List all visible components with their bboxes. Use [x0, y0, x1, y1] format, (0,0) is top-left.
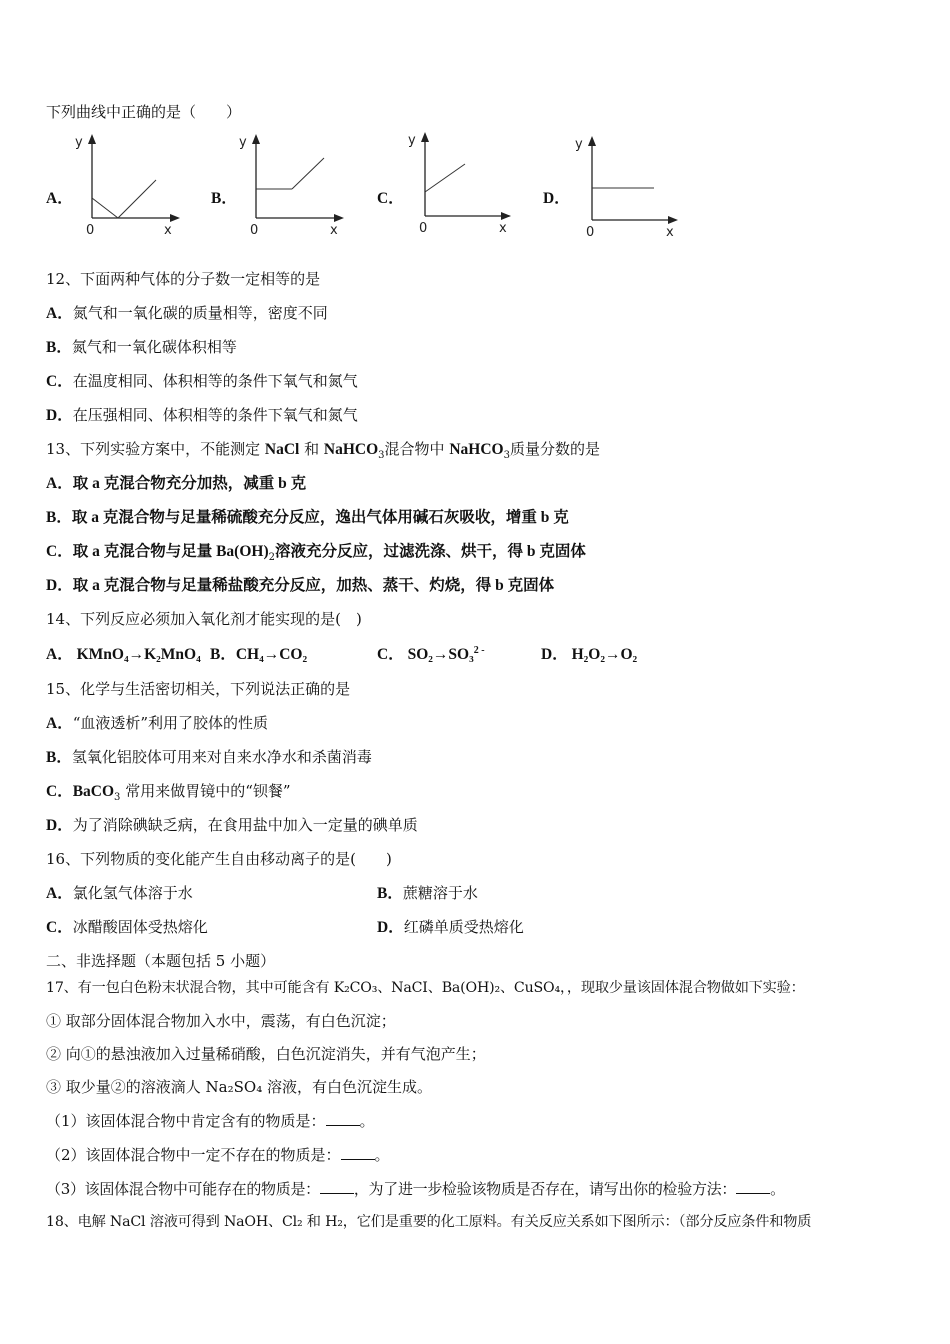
graph-a — [70, 130, 185, 240]
q13-option-d: D．取 a 克混合物与足量稀盐酸充分反应，加热、蒸干、灼烧，得 b 克固体 — [46, 577, 555, 594]
q14-option-d: D． H₂O₂→O₂ — [541, 646, 638, 663]
q17-stem: 17、有一包白色粉末状混合物，其中可能含有 K₂CO₃、NaCI、Ba(OH)₂、CuSO₄，，现取少量该固体混合物做如下实验： — [46, 980, 805, 996]
q15-option-d: D．为了消除碘缺乏病，在食用盐中加入一定量的碘单质 — [46, 816, 418, 834]
q11-option-d-label: D． — [543, 190, 570, 207]
q17-step-1: ① 取部分固体混合物加入水中，震荡，有白色沉淀； — [46, 1012, 396, 1030]
q17-part-3: （3）该固体混合物中可能存在的物质是： ，为了进一步检验该物质是否存在，请写出你的检验方法： 。 — [46, 1180, 785, 1198]
q11-option-b-label: B． — [211, 190, 237, 207]
q12-option-c: C．在温度相同、体积相等的条件下氧气和氮气 — [46, 372, 358, 390]
q17-part-2: （2）该固体混合物中一定不存在的物质是： 。 — [46, 1146, 390, 1164]
graph-a-y-label: y — [75, 135, 83, 150]
q12-option-a: A．氮气和一氧化碳的质量相等，密度不同 — [46, 304, 328, 322]
answer-blank[interactable] — [736, 1181, 770, 1194]
graph-c — [403, 130, 518, 240]
q17-part-1: （1）该固体混合物中肯定含有的物质是： 。 — [46, 1112, 375, 1130]
q14-option-c: C． SO₂→SO₃$^{2 -}$ — [377, 644, 485, 663]
q15-option-b: B．氢氧化铝胶体可用来对自来水净水和杀菌消毒 — [46, 748, 372, 766]
graph-d-x-label: x — [666, 225, 674, 240]
q17-step-2: ② 向①的悬浊液加入过量稀硝酸，白色沉淀消失，并有气泡产生； — [46, 1045, 486, 1063]
q16-stem: 16、下列物质的变化能产生自由移动离子的是( ) — [46, 850, 392, 868]
graph-c-x-label: x — [499, 221, 507, 236]
graph-d-origin: 0 — [586, 225, 595, 240]
q11-option-c-label: C． — [377, 190, 404, 207]
q14-option-a: A． KMnO₄→K₂MnO₄ — [46, 646, 201, 663]
q14-stem: 14、下列反应必须加入氧化剂才能实现的是( ) — [46, 610, 362, 628]
q16-option-c: C．冰醋酸固体受热熔化 — [46, 918, 208, 936]
q12-option-d: D．在压强相同、体积相等的条件下氧气和氮气 — [46, 406, 358, 424]
answer-blank[interactable] — [320, 1181, 354, 1194]
q11-stem: 下列曲线中正确的是（ ） — [46, 103, 242, 121]
q17-step-3: ③ 取少量②的溶液滴人 Na₂SO₄ 溶液，有白色沉淀生成。 — [46, 1078, 432, 1096]
answer-blank[interactable] — [326, 1113, 360, 1126]
graph-a-x-label: x — [164, 223, 172, 238]
graph-b-origin: 0 — [250, 223, 259, 238]
q14-option-b: B．CH₄→CO₂ — [210, 646, 308, 663]
q13-option-b: B．取 a 克混合物与足量稀硫酸充分反应，逸出气体用碱石灰吸收，增重 b 克 — [46, 509, 569, 526]
q11-option-a-label: A． — [46, 190, 73, 207]
q13-option-a: A．取 a 克混合物充分加热，减重 b 克 — [46, 475, 307, 492]
graph-c-y-label: y — [408, 133, 416, 148]
graph-a-origin: 0 — [86, 223, 95, 238]
q16-option-b: B．蔗糖溶于水 — [377, 884, 478, 902]
q13-stem: 13、下列实验方案中，不能测定 NaCl 和 NaHCO$_3$混合物中 NaHCO$_3$质量分数的是 — [46, 440, 600, 461]
q12-stem: 12、下面两种气体的分子数一定相等的是 — [46, 270, 321, 288]
q16-option-a: A．氯化氢气体溶于水 — [46, 884, 193, 902]
q15-option-a: A．“血液透析”利用了胶体的性质 — [46, 714, 269, 732]
graph-b-x-label: x — [330, 223, 338, 238]
graph-d-y-label: y — [575, 137, 583, 152]
graph-b-y-label: y — [239, 135, 247, 150]
q12-option-b: B．氮气和一氧化碳体积相等 — [46, 338, 237, 356]
graph-b — [234, 130, 349, 240]
q16-option-d: D．红磷单质受热熔化 — [377, 918, 524, 936]
q18-stem: 18、电解 NaCl 溶液可得到 NaOH、Cl₂ 和 H₂，它们是重要的化工原料。有关反应关系如下图所示：（部分反应条件和物质 — [46, 1214, 812, 1230]
graph-d — [570, 130, 685, 242]
answer-blank[interactable] — [341, 1147, 375, 1160]
graph-c-origin: 0 — [419, 221, 428, 236]
q15-stem: 15、化学与生活密切相关，下列说法正确的是 — [46, 680, 351, 698]
section-heading: 二、非选择题（本题包括 5 小题） — [46, 952, 276, 970]
q13-option-c: C．取 a 克混合物与足量 $Ba(OH)_2$溶液充分反应，过滤洗涤、烘干，得 b 克固体 — [46, 543, 586, 563]
q15-option-c: C．BaCO$_3$ 常用来做胃镜中的“钡餐” — [46, 782, 291, 803]
